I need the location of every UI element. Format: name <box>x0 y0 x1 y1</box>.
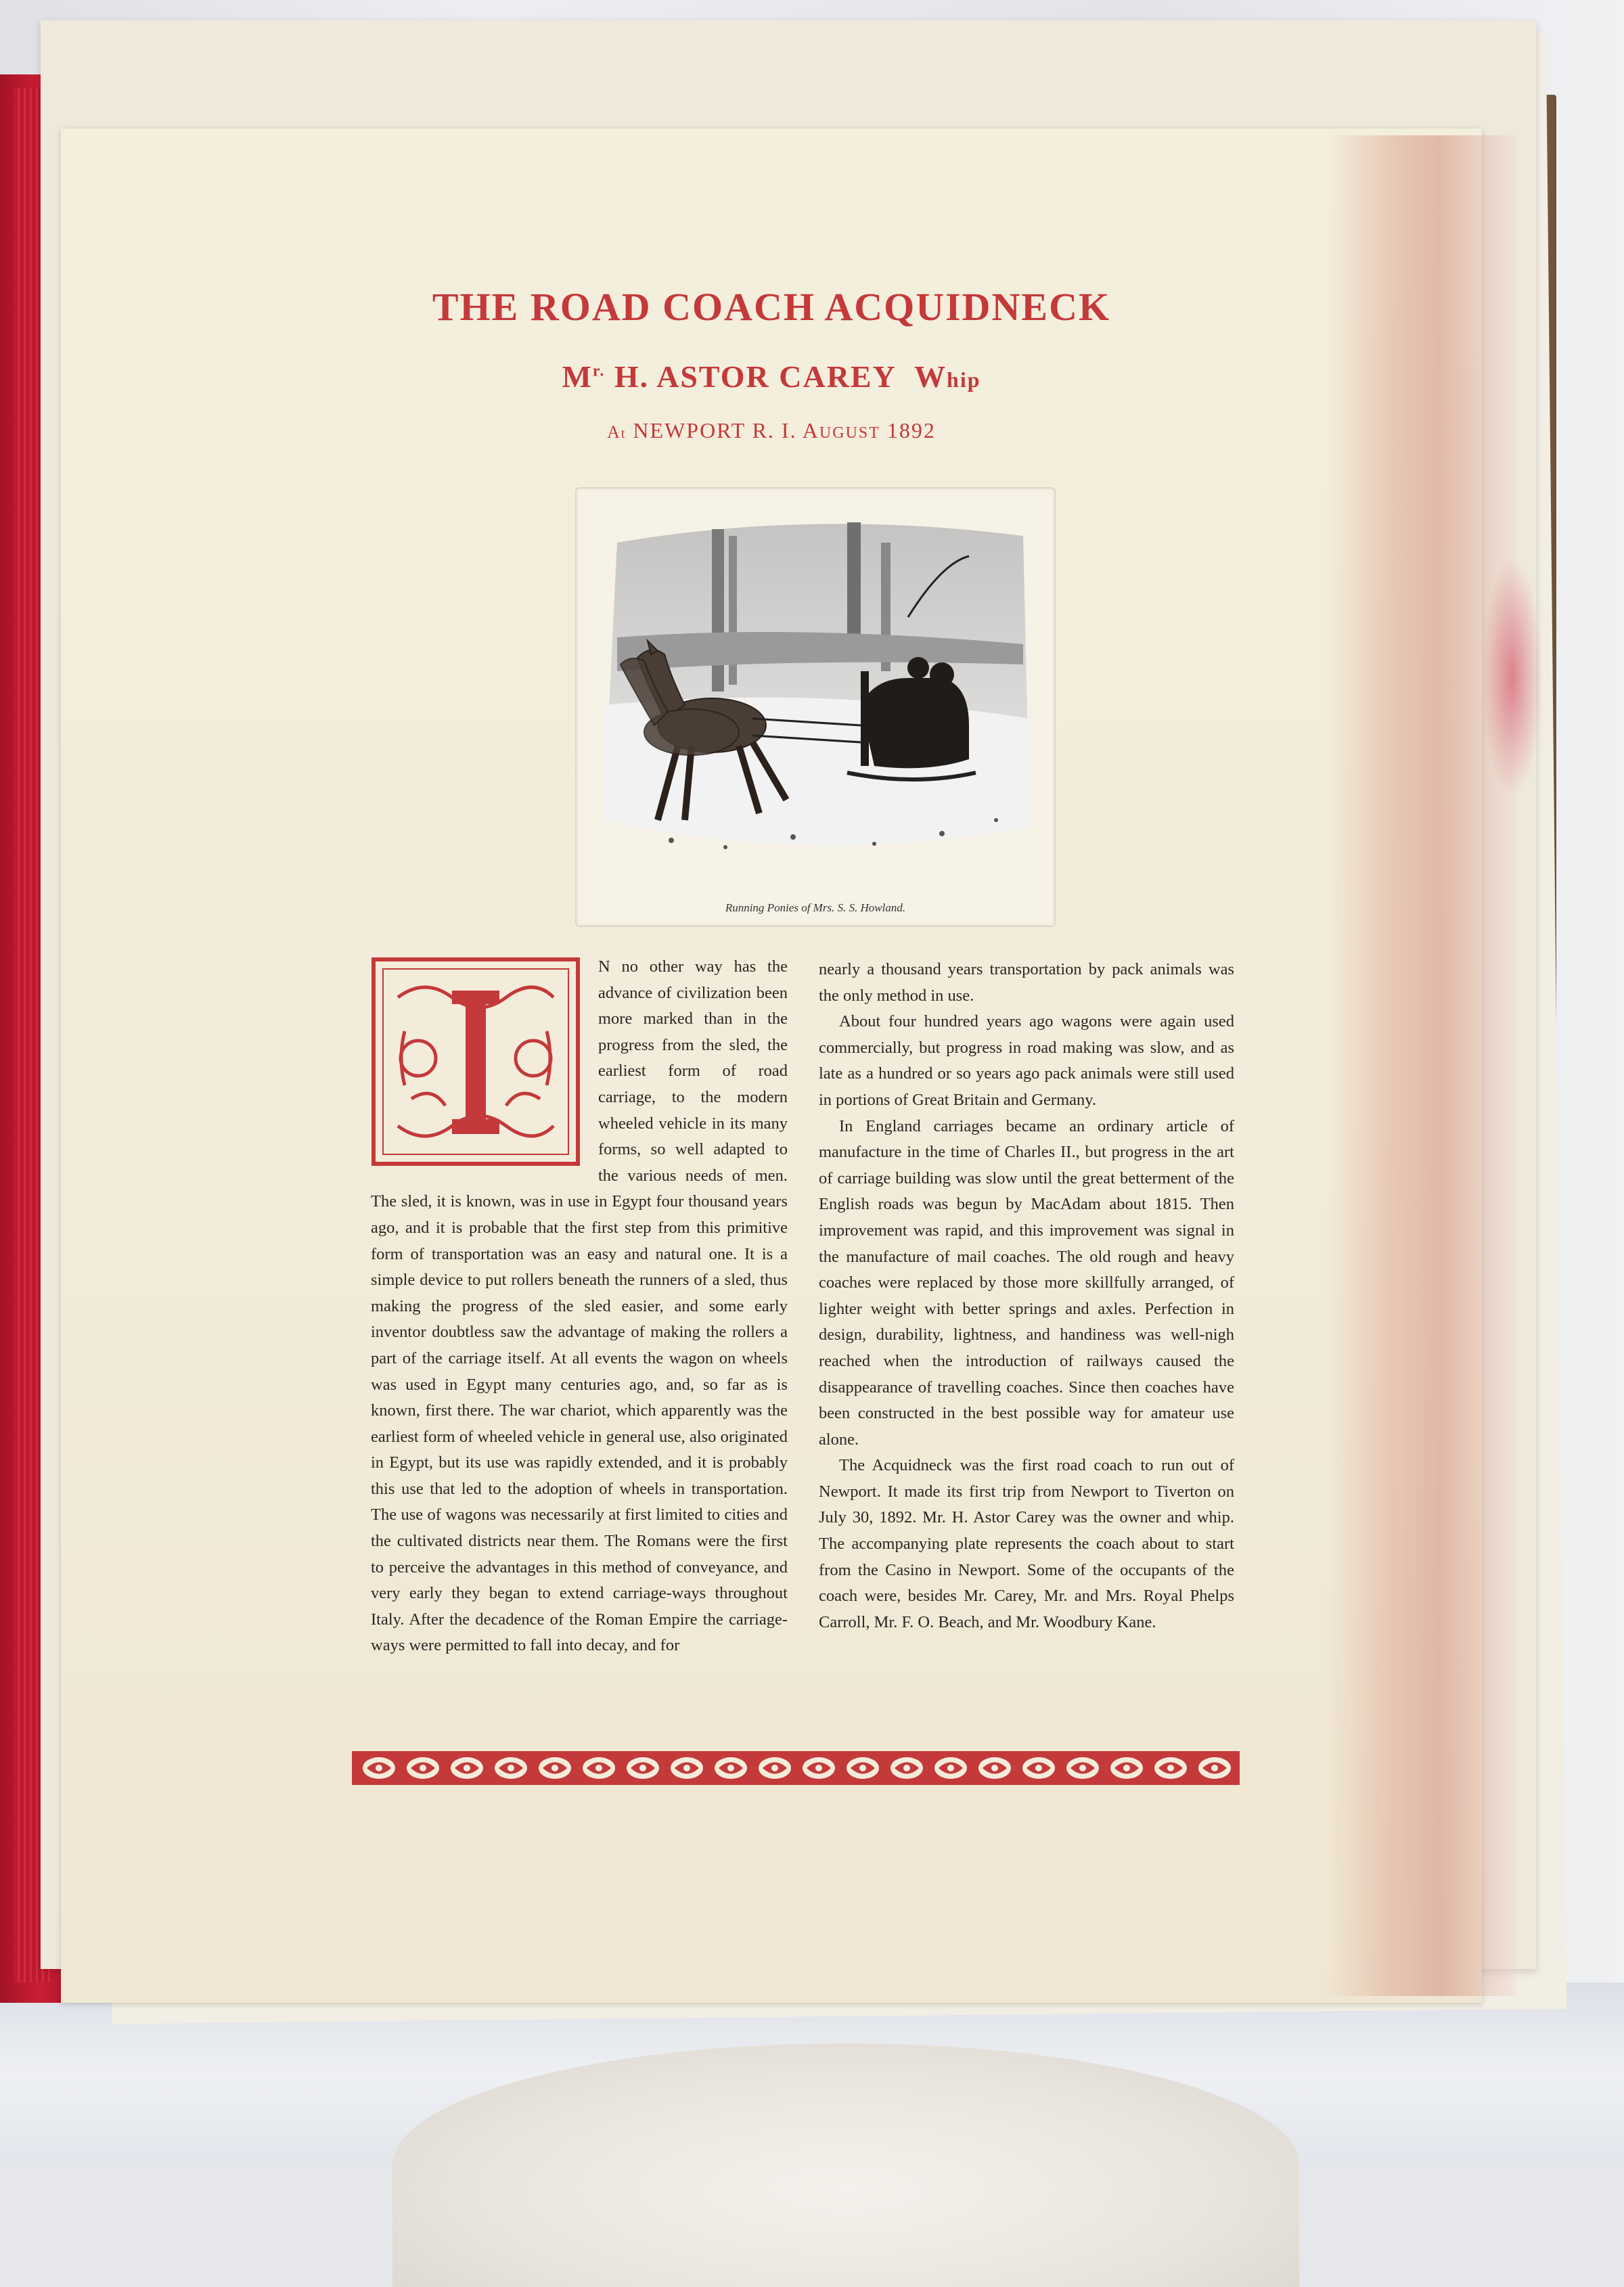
white-glove <box>392 2043 1299 2287</box>
border-motif <box>978 1757 1011 1779</box>
body-column-left <box>371 954 788 1659</box>
border-motif <box>1066 1757 1099 1779</box>
ornamental-initial-i <box>371 957 581 1167</box>
border-motif <box>934 1757 967 1779</box>
border-motif <box>759 1757 791 1779</box>
border-motif <box>407 1757 439 1779</box>
border-motif <box>363 1757 395 1779</box>
border-motif <box>627 1757 659 1779</box>
illustration-plate <box>575 487 1056 927</box>
paragraph: The Acquidneck was the first road coach to run out of Newport. It made its first trip from Newport to Tiverton on July 30, 1892. Mr. H. Astor Carey was the owner and whip. The accompanying plate represents the coach about to start from the Casino in Newport. Some of the occupants of the coach were, besides Mr. Carey, Mr. and Mrs. Royal Phelps Carroll, Mr. F. O. Beach, and Mr. Woodbury Kane. <box>819 1456 1234 1631</box>
border-motif <box>539 1757 571 1779</box>
red-stain <box>1482 555 1543 798</box>
border-motif <box>1154 1757 1187 1779</box>
border-motif <box>583 1757 615 1779</box>
ornamental-border <box>352 1751 1240 1785</box>
border-motif <box>671 1757 703 1779</box>
page-title: THE ROAD COACH ACQUIDNECK <box>432 285 1111 329</box>
plate-caption: Running Ponies of Mrs. S. S. Howland. <box>725 901 906 914</box>
border-motif <box>803 1757 835 1779</box>
border-motif <box>715 1757 747 1779</box>
page-subtitle: $M^{r.}$ H. ASTOR CAREY Whip <box>562 359 981 394</box>
paragraph: N no other way has the advance of civilization been more marked than in the progress from the sled, the earliest form of road carriage, to the modern wheeled vehicle in its many forms, so well adapted to the various needs of men. The sled, it is known, was in use in Egypt four thousand years ago, and it is probable that the first step from this primitive form of transportation was an easy and natural one. It is a simple device to put rollers beneath the runners of a sled, thus making the progress of the sled easier, and some early inventor doubtless saw the advantage of making the rollers a part of the carriage itself. At all events the wagon on wheels was used in Egypt many centuries ago, and, so far as is known, first there. The war chariot, which apparently was the earliest form of wheeled vehicle in general use, also originated in Egypt, but its use was rapidly extended, and it is probably this use that led to the adoption of wheels in transportation. The use of wagons was necessarily at first limited to cities and the cultivated districts near them. The Romans were the first to perceive the advantages in this method of conveyance, and very early they began to extend carriage-ways throughout Italy. After the decadence of the Roman Empire the carriage-ways were permitted to fall into decay, and for <box>371 957 788 1655</box>
place-date-line: At NEWPORT R. I. AUGUST 1892 <box>607 418 936 443</box>
paragraph: nearly a thousand years transportation by pack animals was the only method in use. <box>819 960 1234 1005</box>
body-column-right <box>819 957 1234 1635</box>
border-motif <box>1110 1757 1143 1779</box>
border-motif <box>847 1757 879 1779</box>
sleigh-illustration <box>590 502 1041 895</box>
border-motif <box>495 1757 527 1779</box>
border-motif <box>451 1757 483 1779</box>
border-motif <box>1022 1757 1055 1779</box>
border-band <box>352 1751 1240 1785</box>
paragraph: In England carriages became an ordinary article of manufacture in the time of Charles II., but progress in the art of carriage building was slow until the great betterment of the English roads was begun by MacAdam about 1815. Then improvement was rapid, and this improvement was signal in the manufacture of mail coaches. The old rough and heavy coaches were replaced by those more skillfully arranged, of lighter weight with better springs and axles. Perfection in design, durability, lightness, and handiness was well-nigh reached when the introduction of railways caused the disappearance of travelling coaches. Since then coaches have been constructed in the best possible way for amateur use alone. <box>819 1116 1234 1449</box>
water-stain <box>1326 135 1516 1996</box>
border-motif <box>890 1757 923 1779</box>
paragraph: About four hundred years ago wagons were again used commercially, but progress in road making was slow, and as late as a hundred or so years ago pack animals were still used in portions of Great Britain and Germany. <box>819 1012 1234 1109</box>
border-motif <box>1198 1757 1231 1779</box>
